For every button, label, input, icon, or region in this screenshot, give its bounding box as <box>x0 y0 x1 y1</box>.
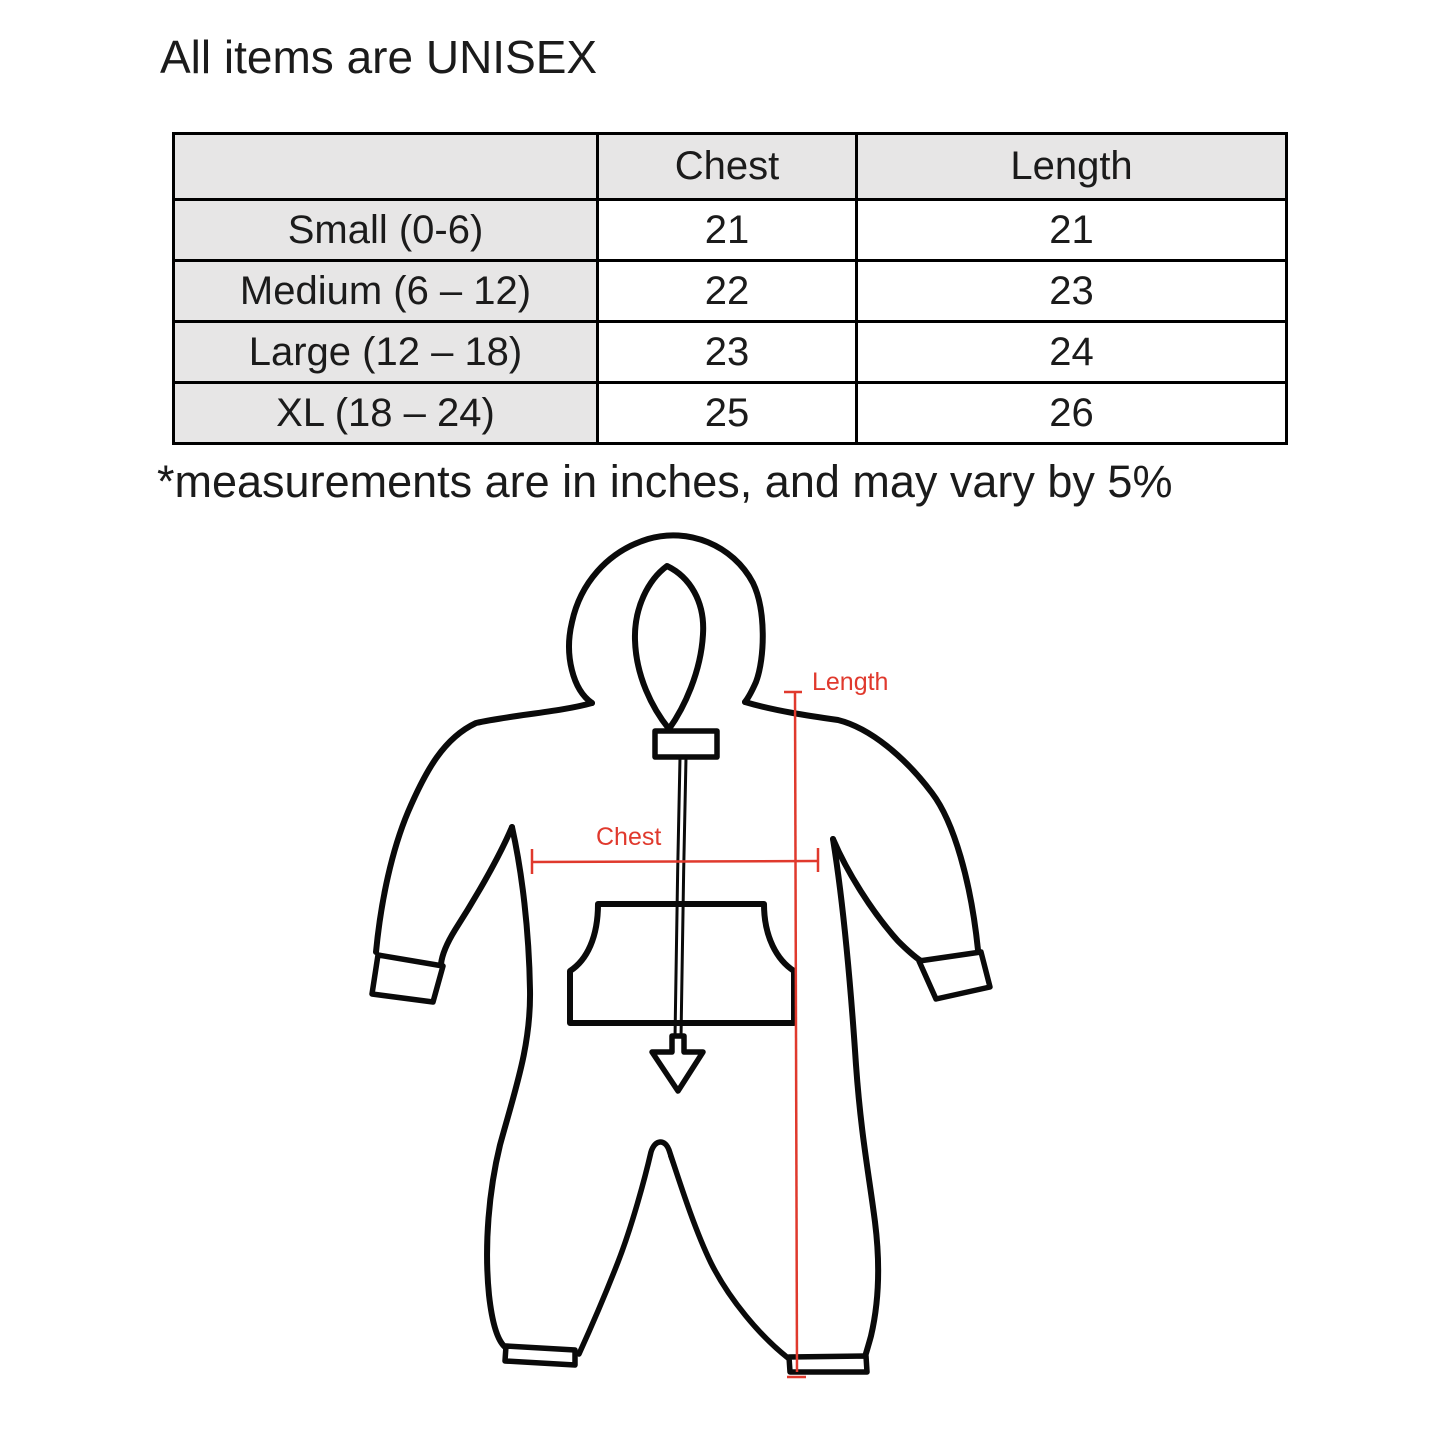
length-annotation-label: Length <box>812 668 889 696</box>
inner-leg-line <box>579 1142 788 1358</box>
right-body-line <box>833 839 878 1357</box>
neck-drawstring-tab <box>655 731 717 757</box>
left-foot-cuff <box>505 1346 575 1365</box>
chest-value: 22 <box>598 261 857 322</box>
left-sleeve-cuff <box>372 955 443 1002</box>
left-arm-outer-line <box>376 703 592 952</box>
inner-leg-seam-line <box>669 1156 789 1361</box>
left-arm-inner-line <box>441 827 512 964</box>
chest-measure-line <box>532 861 818 862</box>
left-body-line <box>487 827 530 1347</box>
size-label: Large (12 – 18) <box>174 322 598 383</box>
measurement-labels-group <box>596 668 888 851</box>
measurement-note: *measurements are in inches, and may vary by 5% <box>157 456 1173 507</box>
zipper-pull-arrow-icon <box>652 1036 703 1091</box>
chest-annotation-label: Chest <box>596 823 662 851</box>
onesie-outline-group <box>372 535 990 1372</box>
right-foot-cuff <box>789 1356 867 1372</box>
chest-value: 23 <box>598 322 857 383</box>
length-value: 24 <box>857 322 1287 383</box>
length-measure-line <box>795 692 797 1372</box>
right-arm-outer-line <box>745 702 978 950</box>
header-chest-cell: Chest <box>598 134 857 200</box>
right-sleeve-cuff <box>919 952 990 999</box>
page-title: All items are UNISEX <box>160 31 598 83</box>
size-label: Small (0-6) <box>174 200 598 261</box>
chest-value: 21 <box>598 200 857 261</box>
chest-value: 25 <box>598 383 857 444</box>
hood-outline <box>569 535 763 703</box>
size-label: XL (18 – 24) <box>174 383 598 444</box>
length-value: 23 <box>857 261 1287 322</box>
hood-face-opening <box>635 566 703 729</box>
header-length-cell: Length <box>857 134 1287 200</box>
zipper-line <box>675 758 686 1038</box>
size-label: Medium (6 – 12) <box>174 261 598 322</box>
white-filled-parts <box>372 731 990 1372</box>
length-value: 21 <box>857 200 1287 261</box>
length-value: 26 <box>857 383 1287 444</box>
